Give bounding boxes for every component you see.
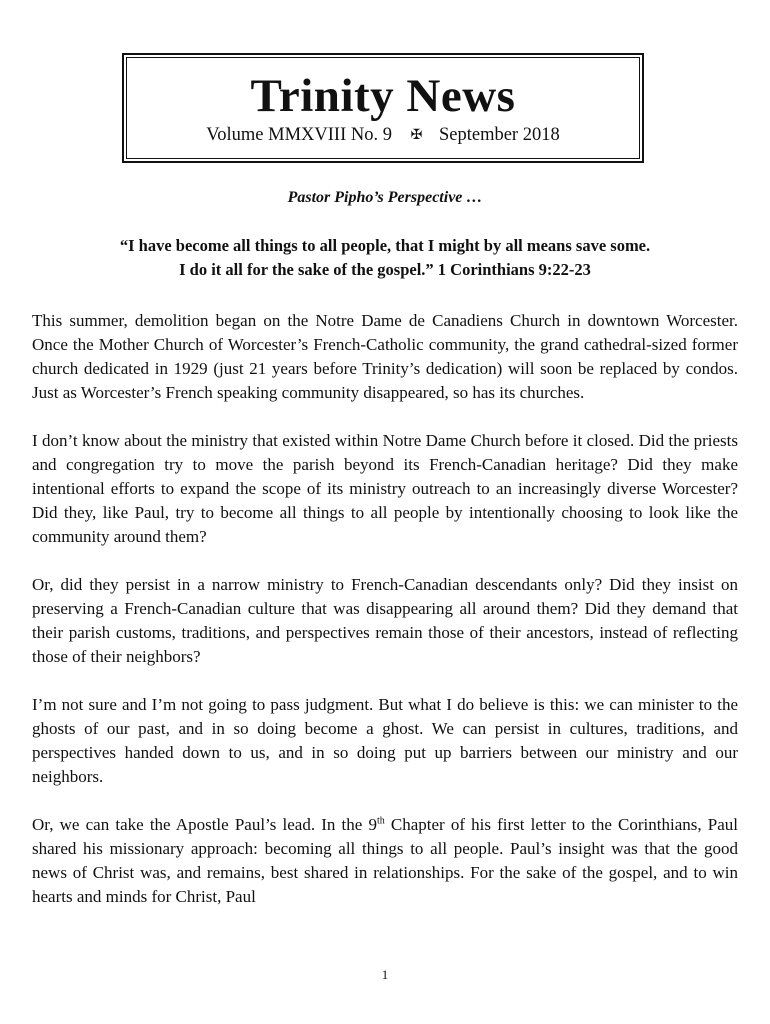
newsletter-title: Trinity News	[250, 70, 516, 122]
paragraph-1: This summer, demolition began on the Notre Dame de Canadiens Church in downtown Worcester. Once the Mother Church of Worcester’s French-Catholic community, the grand cathedral-sized former church dedicated in 1929 (just 21 years before Trinity’s dedication) will soon be replaced by condos. Just as Worcester’s French speaking community disappeared, so has its churches.	[32, 311, 738, 402]
paragraph-5-part-1: Or, we can take the Apostle Paul’s lead. In the 9	[32, 815, 377, 834]
issue-line	[127, 124, 639, 147]
article-body	[32, 309, 738, 933]
article-heading: Pastor Pipho’s Perspective …	[287, 189, 483, 206]
scripture-quote	[32, 234, 738, 282]
volume-label: Volume MMXVIII	[206, 125, 347, 145]
issue-number: No. 9	[350, 125, 392, 145]
paragraph-5	[32, 813, 738, 909]
issue-date: September 2018	[438, 125, 560, 145]
paragraph-4: I’m not sure and I’m not going to pass judgment. But what I do believe is this: we can minister to the ghosts of our past, and in so doing become a ghost. We can persist in cultures, traditions, and perspectives handed down to us, and in so doing put up barriers between our ministry and our neighbors.	[32, 695, 738, 786]
quote-line-1: “I have become all things to all people, that I might by all means save some.	[119, 236, 651, 255]
page-number: 1	[381, 967, 389, 982]
paragraph-2: I don’t know about the ministry that existed within Notre Dame Church before it closed. Did the priests and congregation try to move the parish beyond its French-Canadian heritage? Did they make intentional efforts to expand the scope of its ministry outreach to an increasingly diverse Worcester? Did they, like Paul, try to become all things to all people by intentionally choosing to look like the community around them?	[32, 431, 738, 546]
masthead-box	[122, 53, 644, 163]
masthead-inner-border	[126, 57, 640, 159]
paragraph-3: Or, did they persist in a narrow ministry to French-Canadian descendants only? Did they insist on preserving a French-Canadian culture that was disappearing all around them? Did they demand that their parish customs, traditions, and perspectives remain those of their ancestors, instead of reflecting those of their neighbors?	[32, 575, 738, 666]
paragraph-5-part-2: Chapter of his first letter to the Corinthians, Paul shared his missionary approach: becoming all things to all people. Paul’s insight was that the good news of Christ was, and remains, best shared in relationships. For the sake of the gospel, and to win hearts and minds for Christ, Paul	[32, 815, 738, 906]
cross-icon: ✠	[410, 128, 423, 143]
ordinal-suffix: th	[376, 815, 385, 827]
quote-line-2: I do it all for the sake of the gospel.” 1 Corinthians 9:22-23	[179, 260, 591, 279]
